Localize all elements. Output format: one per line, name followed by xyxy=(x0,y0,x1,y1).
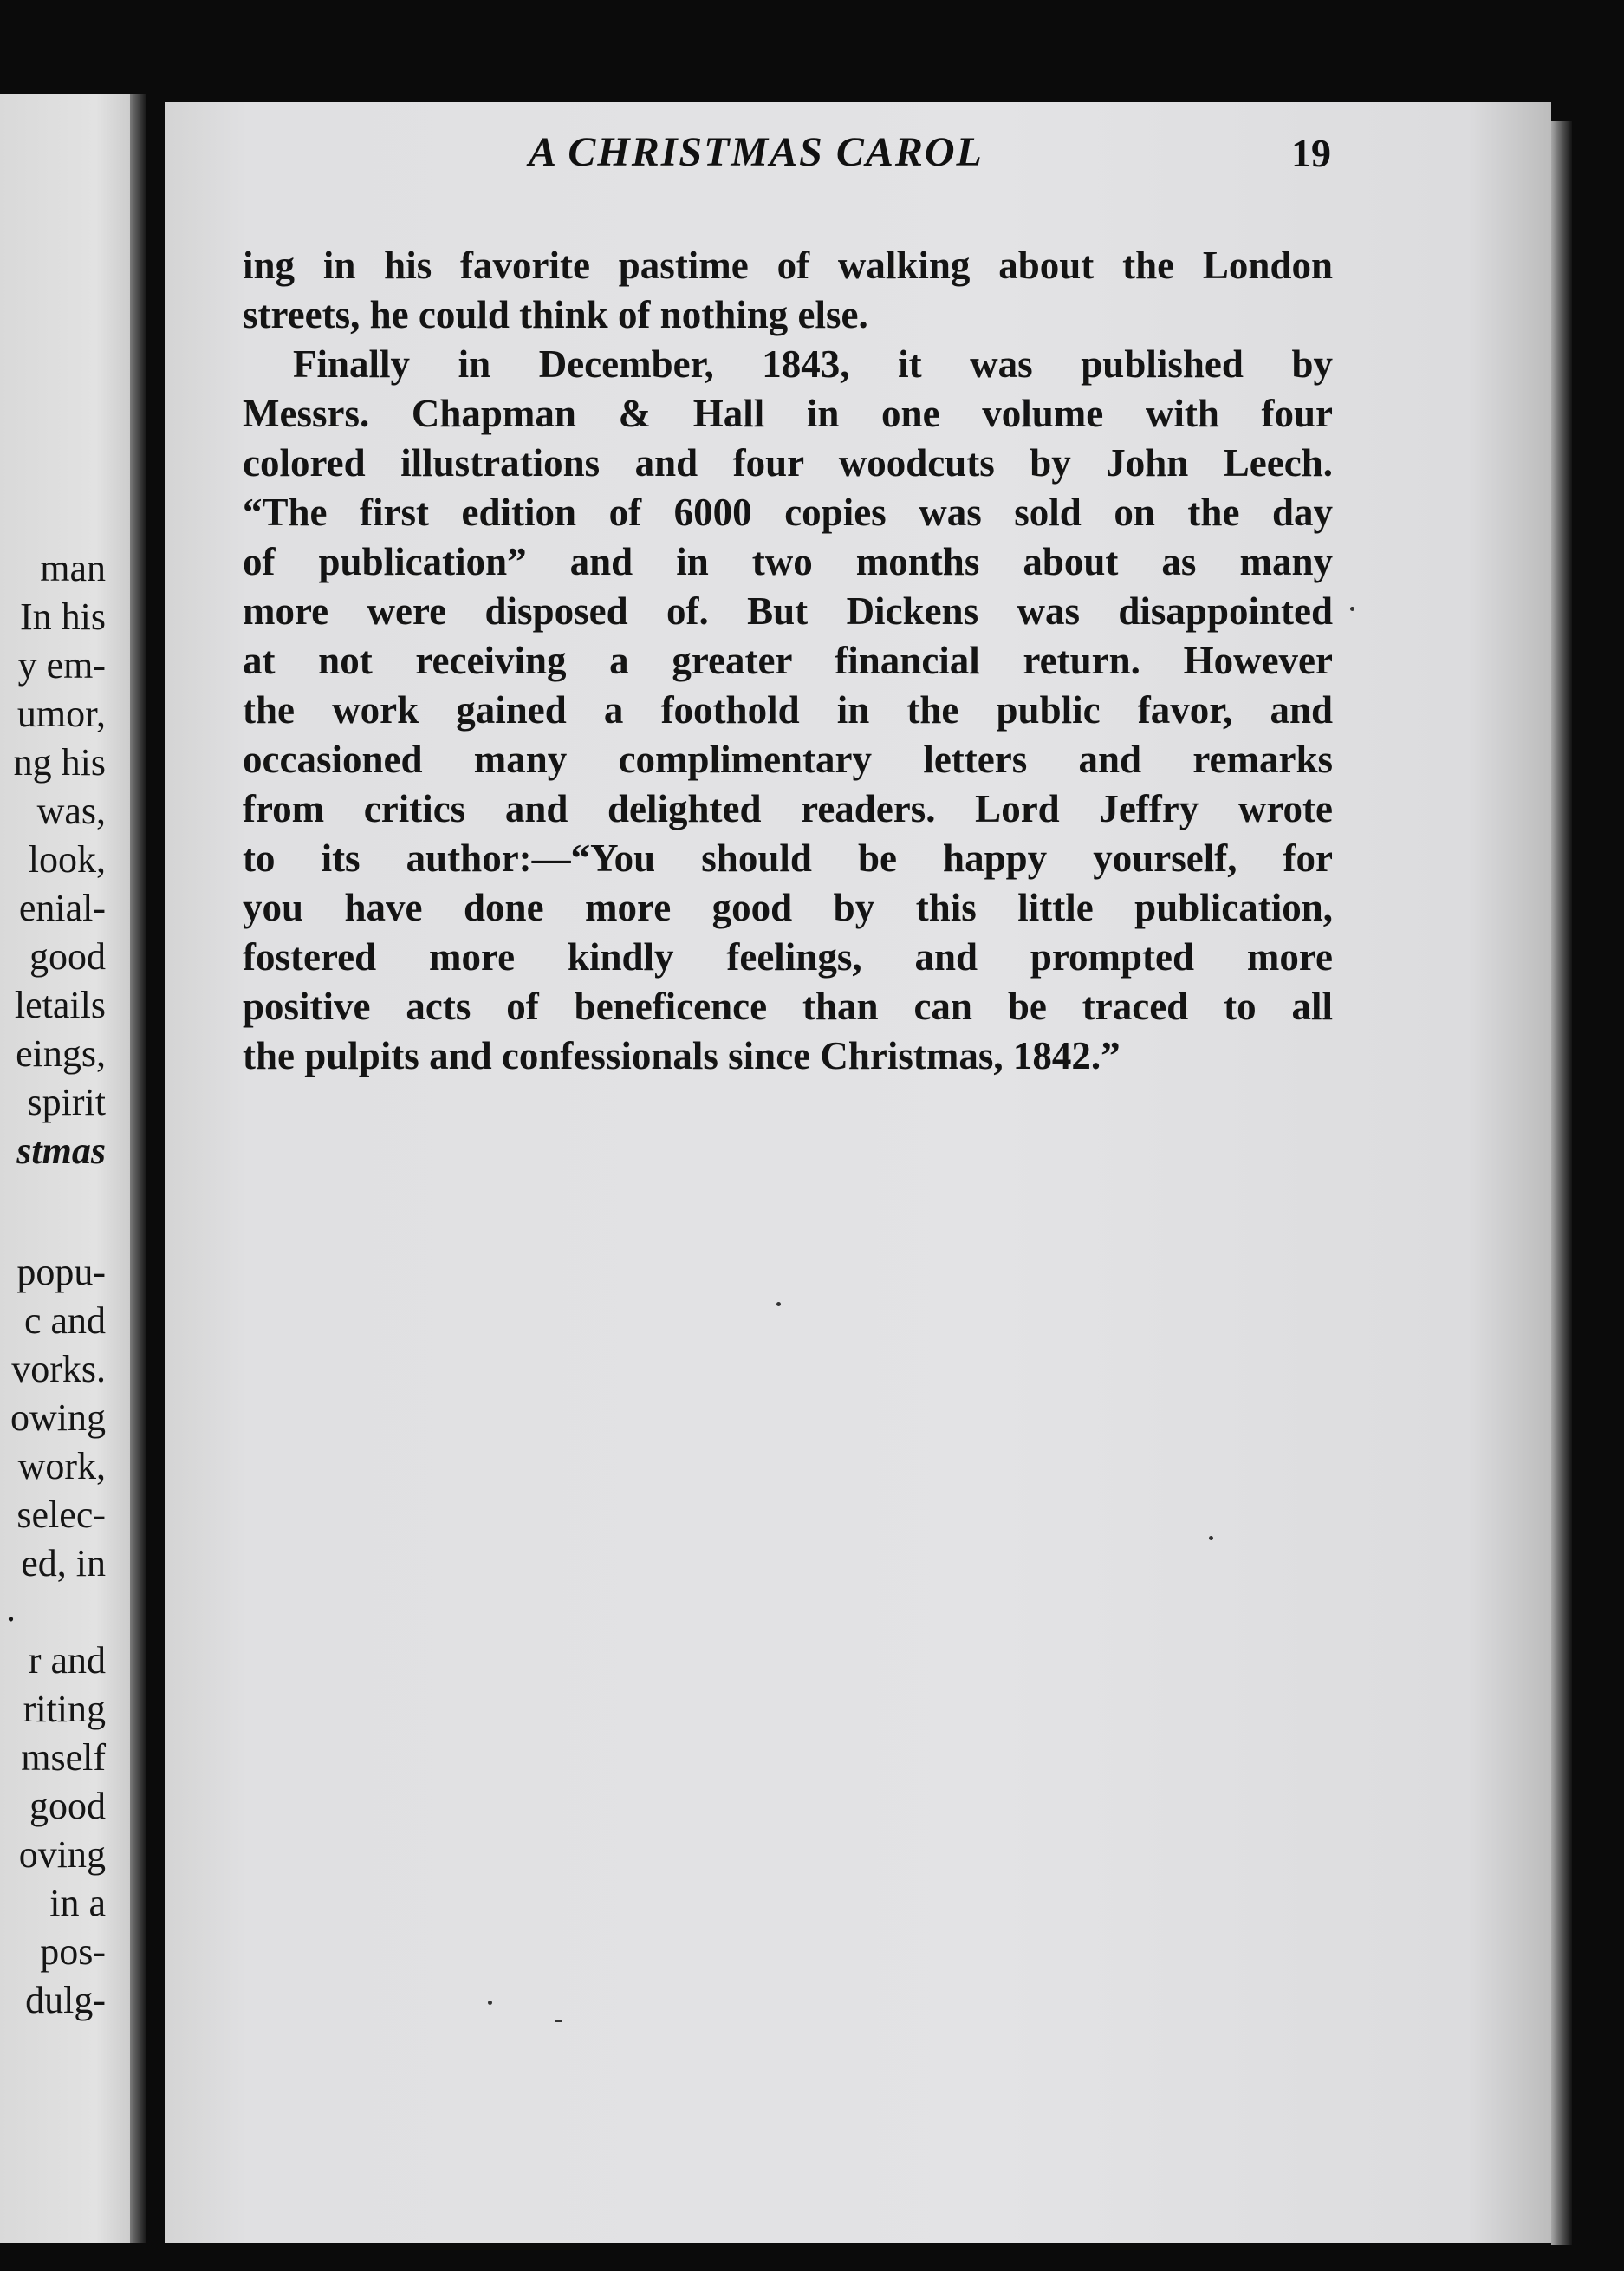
left-page-fragment: r and xyxy=(28,1639,106,1682)
left-page-fragment: ng his xyxy=(13,741,106,784)
left-page-fragment: y em- xyxy=(17,644,106,687)
page-edge-shadow xyxy=(1551,121,1572,2245)
left-page-fragment: was, xyxy=(36,790,106,832)
scan-speck xyxy=(1350,607,1354,611)
text-line: you have done more good by this little publication, xyxy=(243,886,1333,929)
text-line: fostered more kindly feelings, and prompted more xyxy=(243,935,1333,979)
left-page-fragment: letails xyxy=(14,984,106,1026)
text-line: ing in his favorite pastime of walking about the London xyxy=(243,244,1333,287)
running-head: A CHRISTMAS CAROL xyxy=(529,129,984,175)
text-line: colored illustrations and four woodcuts by John Leech. xyxy=(243,441,1333,485)
text-line: from critics and delighted readers. Lord Jeffry wrote xyxy=(243,787,1333,830)
book-gutter xyxy=(130,94,146,2243)
scan-speck xyxy=(776,1302,781,1306)
scan-speck xyxy=(488,2001,492,2005)
left-page-fragment: pos- xyxy=(40,1930,106,1973)
left-page-fragment: look, xyxy=(28,838,106,881)
left-page-fragment: In his xyxy=(20,595,106,638)
left-page-fragment: spirit xyxy=(27,1081,106,1123)
left-page-fragment: eings, xyxy=(16,1032,106,1075)
text-line: occasioned many complimentary letters and remarks xyxy=(243,738,1333,781)
scan-speck xyxy=(555,2020,562,2022)
scan-speck xyxy=(1209,1536,1213,1540)
left-page-fragment: enial- xyxy=(18,887,106,929)
left-page-fragment: man xyxy=(40,547,106,589)
left-page-fragment: selec- xyxy=(16,1493,106,1536)
text-line: the work gained a foothold in the public favor, and xyxy=(243,688,1333,732)
text-line: to its author:—“You should be happy yourself, for xyxy=(243,836,1333,880)
left-page-fragment: owing xyxy=(10,1396,106,1439)
text-line: Messrs. Chapman & Hall in one volume with four xyxy=(243,392,1333,435)
left-page-fragment: oving xyxy=(18,1833,106,1876)
body-text xyxy=(243,241,1333,1081)
left-page-fragment: in a xyxy=(49,1882,106,1924)
previous-page-edge xyxy=(0,94,137,2243)
text-line: streets, he could think of nothing else. xyxy=(243,293,868,336)
left-page-fragment: ed, in xyxy=(21,1542,106,1584)
text-line: Finally in December, 1843, it was published by xyxy=(293,342,1333,386)
text-line: the pulpits and confessionals since Christmas, 1842.” xyxy=(243,1034,1121,1077)
left-page-fragment: stmas xyxy=(16,1129,106,1172)
left-page-fragment: . xyxy=(6,1587,16,1630)
left-page-fragment: c and xyxy=(23,1299,106,1342)
left-page-fragment: mself xyxy=(21,1736,106,1779)
left-page-fragment: dulg- xyxy=(25,1979,106,2021)
text-line: “The first edition of 6000 copies was sold on the day xyxy=(243,491,1333,534)
left-page-fragment: umor, xyxy=(16,693,106,735)
text-line: at not receiving a greater financial return. However xyxy=(243,639,1333,682)
left-page-fragment: good xyxy=(29,1785,106,1827)
text-line: positive acts of beneficence than can be traced to all xyxy=(243,985,1333,1028)
text-line: of publication” and in two months about as many xyxy=(243,540,1333,583)
page-number: 19 xyxy=(1291,131,1331,175)
left-page-fragment: vorks. xyxy=(11,1348,106,1390)
text-line: more were disposed of. But Dickens was disappointed xyxy=(243,589,1333,633)
left-page-fragment: work, xyxy=(17,1445,106,1487)
left-page-fragment: good xyxy=(29,935,106,978)
left-page-fragment: popu- xyxy=(16,1251,106,1293)
left-page-fragment: riting xyxy=(23,1688,106,1730)
